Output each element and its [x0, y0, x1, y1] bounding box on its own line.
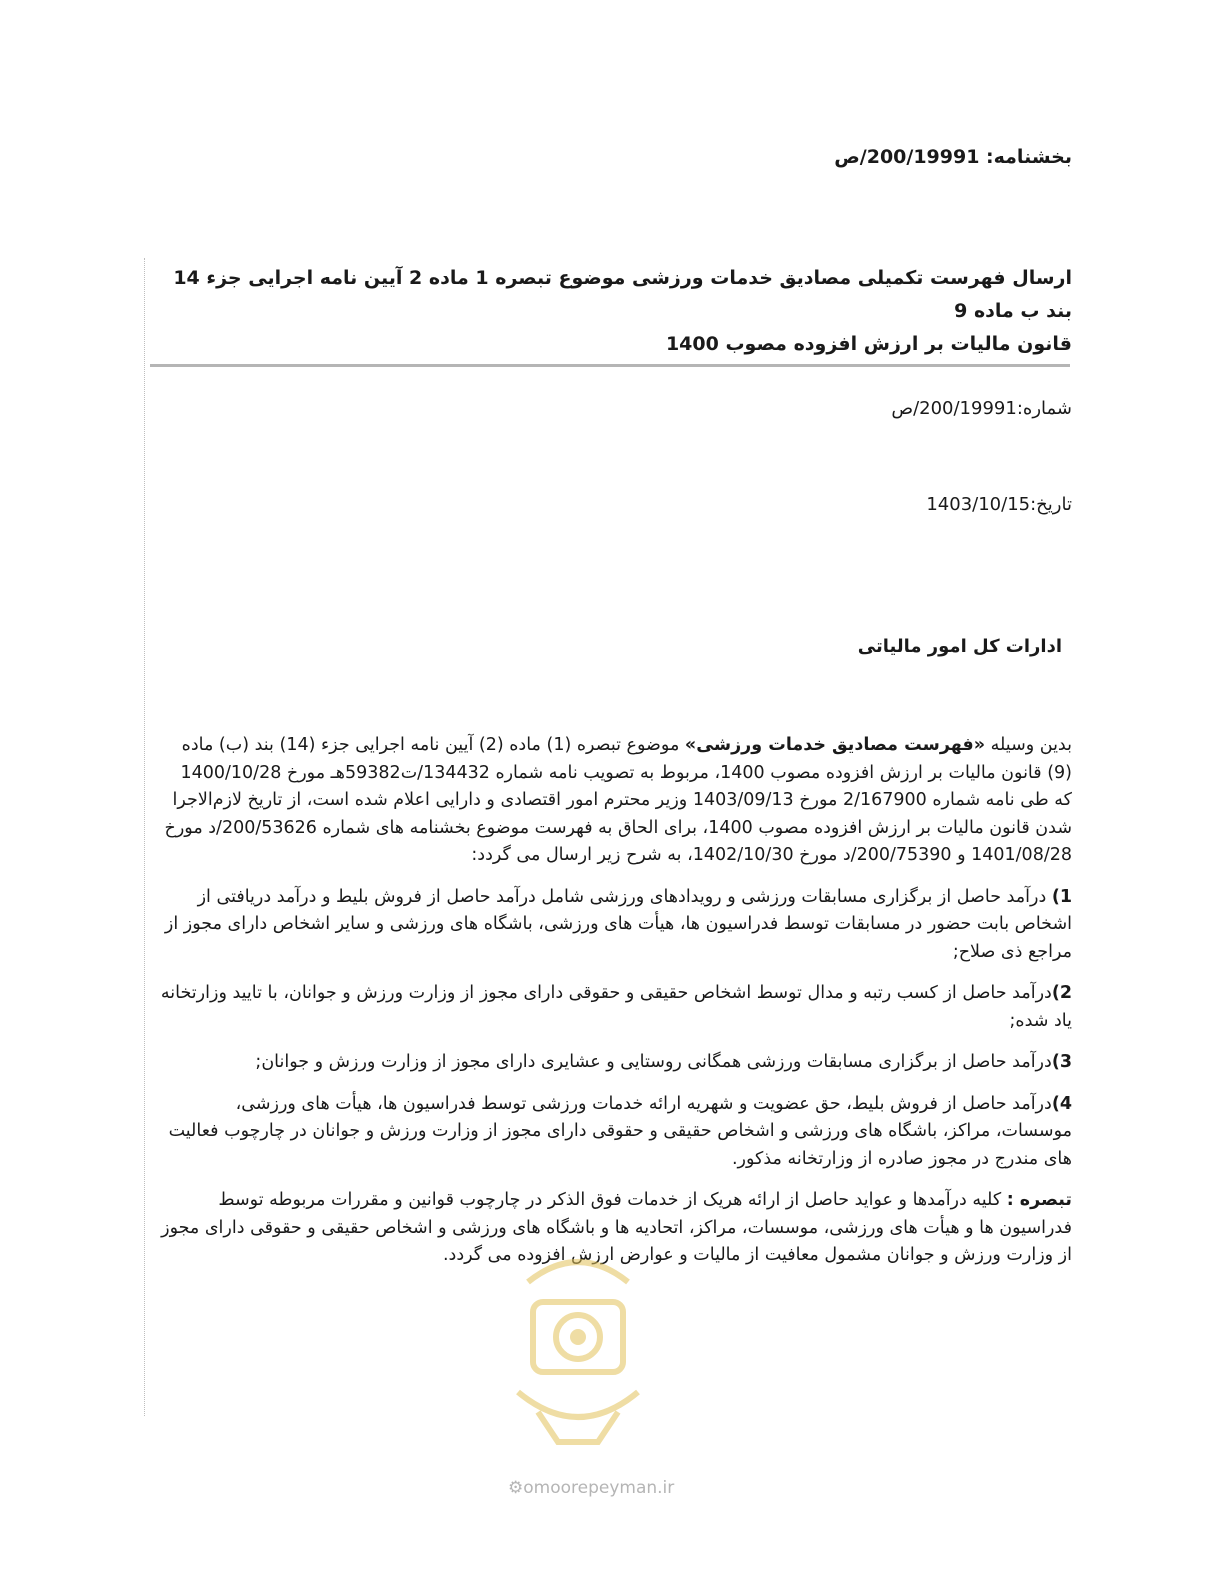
letter-number: شماره:200/19991/ص [891, 398, 1072, 419]
margin-rule [144, 258, 145, 1416]
list-item-4: 4)درآمد حاصل از فروش بلیط، حق عضویت و شهریه ارائه خدمات ورزشی توسط فدراسیون ها، هیأت های ورزشی، موسسات، مراکز، باشگاه های ورزشی و اشخاص حقیقی و حقوقی دارای مجوز از وزارت ورزش و جوانان در چارچوب فعالیت های مندرج در مجوز صادره از وزارتخانه مذکور. [168, 1093, 1072, 1169]
list-item-1: 1) درآمد حاصل از برگزاری مسابقات ورزشی و رویدادهای ورزشی شامل درآمد حاصل از فروش بلیط و درآمد دریافتی از اشخاص بابت حضور در مسابقات توسط فدراسیون ها، هیأت های ورزشی، باشگاه های ورزشی و سایر اشخاص دارای مجوز از مراجع ذی صلاح; [164, 886, 1072, 962]
title-divider [150, 364, 1070, 367]
circular-number: بخشنامه: 200/19991/ص [834, 146, 1072, 168]
note-label: تبصره : [1006, 1190, 1072, 1210]
list-item-3: 3)درآمد حاصل از برگزاری مسابقات ورزشی همگانی روستایی و عشایری دارای مجوز از وزارت ورزش و جوانان; [255, 1052, 1072, 1072]
letter-body [160, 732, 1072, 1284]
list-item-2: 2)درآمد حاصل از کسب رتبه و مدال توسط اشخاص حقیقی و حقوقی دارای مجوز از وزارت ورزش و جوانان، با تایید وزارتخانه یاد شده; [160, 983, 1072, 1031]
addressee: ادارات کل امور مالیاتی [857, 636, 1062, 657]
list-title: «فهرست مصادیق خدمات ورزشی» [684, 735, 986, 755]
title-line-1: ارسال فهرست تکمیلی مصادیق خدمات ورزشی موضوع تبصره 1 ماده 2 آیین نامه اجرایی جزء 14 بند ب ماده 9 [173, 267, 1072, 322]
document-title [147, 262, 1072, 361]
title-line-2: قانون مالیات بر ارزش افزوده مصوب 1400 [665, 333, 1072, 355]
letter-date: تاریخ:1403/10/15 [926, 494, 1072, 515]
intro-paragraph: بدین وسیله «فهرست مصادیق خدمات ورزشی» موضوع تبصره (1) ماده (2) آیین نامه اجرایی جزء (14) بند (ب) ماده (9) قانون مالیات بر ارزش افزوده مصوب 1400، مربوط به تصویب نامه شماره 134432/ت59382هـ مورخ 1400/10/28 که طی نامه شماره 2/167900 مورخ 1403/09/13 وزیر محترم امور اقتصادی و دارایی اعلام شده است، از تاریخ لازم‌الاجرا شدن قانون مالیات بر ارزش افزوده مصوب 1400، برای الحاق به فهرست موضوع بخشنامه های شماره 200/53626/د مورخ 1401/08/28 و 200/75390/د مورخ 1402/10/30، به شرح زیر ارسال می گردد: [164, 735, 1072, 865]
gear-icon: ⚙ [508, 1478, 524, 1498]
note-paragraph: تبصره : کلیه درآمدها و عواید حاصل از ارائه هریک از خدمات فوق الذکر در چارچوب قوانین و مقررات مربوطه توسط فدراسیون ها و هیأت های ورزشی، موسسات، مراکز، اتحادیه ها و باشگاه های ورزشی و اشخاص حقیقی و حقوقی دارای مجوز از وزارت ورزش و جوانان مشمول معافیت از مالیات و عوارض ارزش افزوده می گردد. [161, 1190, 1072, 1265]
watermark-site: ⚙omoorepeyman.ir [508, 1478, 675, 1498]
